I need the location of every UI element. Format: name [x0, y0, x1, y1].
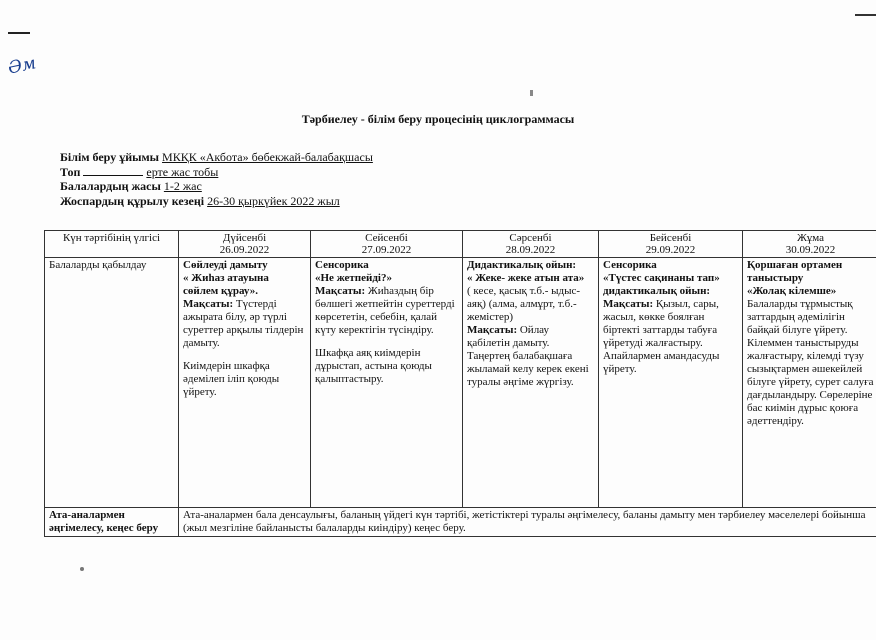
day-name: Сейсенбі [365, 232, 408, 244]
schedule-table [44, 230, 876, 537]
age-label: Балалардың жасы [60, 179, 161, 193]
spacer [315, 337, 458, 347]
header-day-fri [743, 231, 876, 258]
activity-game: « Жиһаз атауына сөйлем құрау». [183, 272, 269, 297]
goal-label: Мақсаты: [315, 285, 366, 297]
spacer [183, 350, 306, 360]
day-date: 30.09.2022 [785, 244, 836, 256]
header-day-tue [311, 231, 463, 258]
group-line [60, 165, 373, 180]
row-label-parents: Ата-аналармен әңгімелесу, кеңес беру [45, 508, 179, 537]
header-day-wed [463, 231, 599, 258]
handwritten-annotation: Әм [6, 53, 38, 79]
activity-goal [183, 298, 306, 350]
activity-extra: Апайлармен амандасуды үйрету. [603, 350, 720, 375]
period-value: 26-30 қыркүйек 2022 жыл [207, 193, 340, 208]
table-header-row [45, 231, 876, 258]
activity-extra: Киімдерін шкафқа әдемілеп іліп қоюды үйрету. [183, 360, 280, 398]
org-value: МКҚК «Акбота» бөбекжай-балабақшасы [162, 150, 373, 164]
activity-title: Сенсорика [603, 259, 657, 271]
goal-label: Мақсаты: [467, 324, 518, 336]
cell-mon [179, 258, 311, 508]
activity-game: « Жеке- жеке атын ата» [467, 272, 585, 284]
day-date: 26.09.2022 [219, 244, 270, 256]
cell-parents-text: Ата-аналармен бала денсаулығы, баланың үйдегі күн тәртібі, жетістіктері туралы әңгімелесу, баланы дамыту мен тәрбиелеу мәселелері бойынша (жыл мезгіліне байланысты балаларды киіндіру) кеңес беру. [179, 508, 876, 537]
activity-title: Сөйлеуді дамыту [183, 259, 268, 271]
day-date: 28.09.2022 [505, 244, 556, 256]
document-title: Тәрбиелеу - білім беру процесінің циклограммасы [301, 112, 575, 126]
activity-game: «Түстес сақинаны тап» дидактикалық ойын: [603, 272, 720, 297]
period-label: Жоспардың құрылу кезеңі [60, 193, 205, 208]
cell-thu [599, 258, 743, 508]
cell-fri [743, 258, 876, 508]
day-date: 27.09.2022 [361, 244, 412, 256]
day-name: Бейсенбі [649, 232, 692, 244]
cell-wed [463, 258, 599, 508]
goal-text: Түстерді ажырата білу, әр түрлі суреттер арқылы тілдерін дамыту. [183, 298, 304, 349]
row-label-reception: Балаларды қабылдау [45, 258, 179, 508]
period-line [60, 194, 373, 209]
activity-game: «Жолақ кілемше» [747, 285, 837, 297]
scan-mark-line [8, 32, 30, 34]
scan-speck [80, 567, 84, 571]
goal-text: Ойлау қабілетін дамыту. Таңертең балабақшаға жыламай келу керек екені туралы әңгіме жүргізу. [467, 324, 589, 388]
activity-items: ( кесе, қасық т.б.- ыдыс-аяқ) (алма, алмұрт, т.б.-жемістер) [467, 285, 581, 323]
group-blank [83, 165, 143, 176]
activity-extra: Шкафқа аяқ киімдерін дұрыстап, астына қоюды қалыптастыру. [315, 347, 432, 385]
group-value: ерте жас тобы [146, 164, 219, 179]
table-row-parents [45, 508, 876, 537]
goal-text: Жиһаздың бір бөлшегі жетпейтін суреттерді көрсететін, себебін, қалай күту керектігін түсіндіру. [315, 285, 455, 336]
activity-title: Қоршаған ортамен таныстыру [747, 259, 843, 284]
org-line [60, 150, 373, 165]
activity-goal [467, 324, 594, 389]
day-name: Дүйсенбі [222, 232, 267, 244]
day-name: Жұма [796, 232, 825, 244]
activity-goal [603, 298, 738, 350]
org-label: Білім беру ұйымы [60, 150, 160, 164]
header-day-mon [179, 231, 311, 258]
activity-goal [315, 285, 458, 337]
age-value: 1-2 жас [163, 179, 202, 193]
cell-tue [311, 258, 463, 508]
age-line [60, 179, 373, 194]
activity-title: Дидактикалық ойын: [467, 259, 577, 271]
day-date: 29.09.2022 [645, 244, 696, 256]
scan-speck [530, 90, 533, 96]
goal-label: Мақсаты: [603, 298, 654, 310]
group-label: Топ [60, 164, 81, 179]
header-schedule-col: Күн тәртібінің үлгісі [45, 231, 179, 258]
activity-game: «Не жетпейді?» [315, 272, 392, 284]
header-day-thu [599, 231, 743, 258]
goal-text: Қызыл, сары, жасыл, көкке боялған біртекті заттарды табуға үйретуді жалғастыру. [603, 298, 719, 349]
day-name: Сәрсенбі [509, 232, 552, 244]
goal-label: Мақсаты: [183, 298, 234, 310]
table-row-reception [45, 258, 876, 508]
activity-goal: Балаларды тұрмыстық заттардың әдемілігін байқай білуге үйрету. Кілеммен таныстыруды жалғастыру, кілемді түзу сызықтармен әшекейлей білуге үйрету, сурет салуға дағдыландыру. Сөрелеріне бас киімін дұрыс қоюға әдеттендіру. [747, 298, 874, 427]
activity-title: Сенсорика [315, 259, 369, 271]
scan-mark-line-right [855, 14, 876, 16]
document-meta [60, 150, 373, 208]
